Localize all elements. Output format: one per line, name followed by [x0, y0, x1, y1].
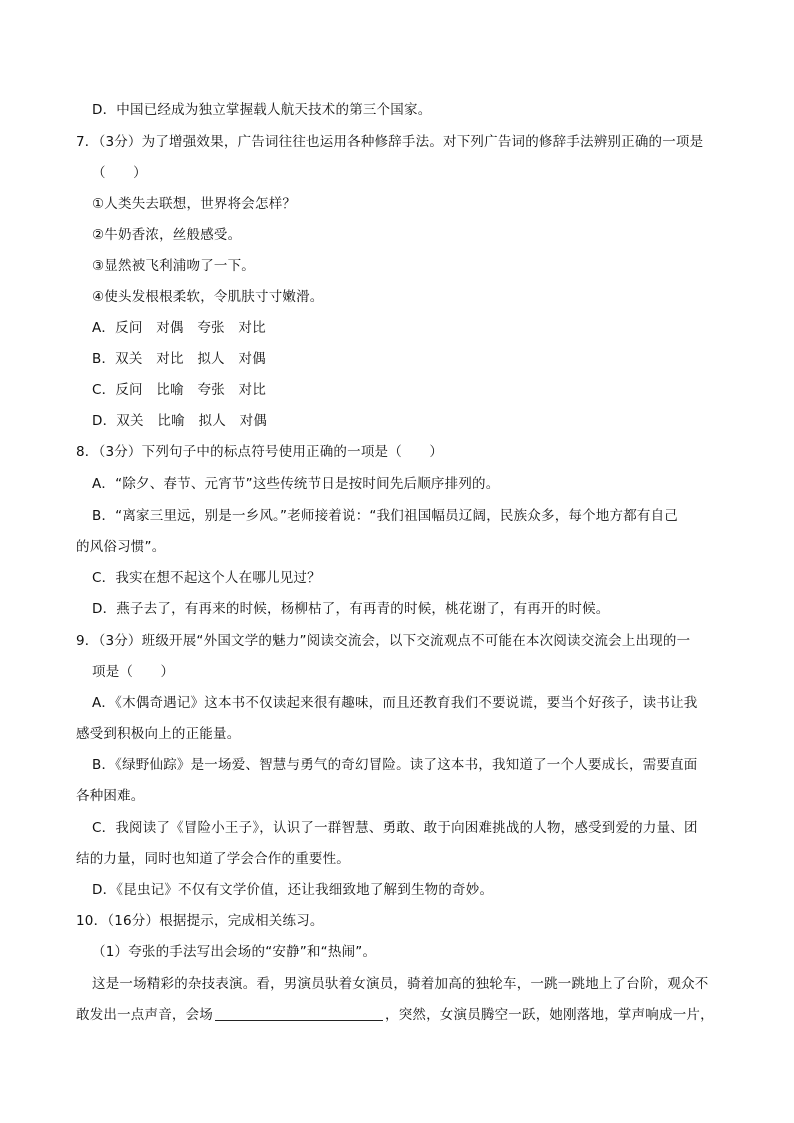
q10-passage-line2-end: ，突然，女演员腾空一跃，她刚落地，掌声响成一片， — [385, 1007, 714, 1023]
q7-option-a: A．反问 对偶 夸张 对比 — [92, 320, 266, 336]
q8-option-a: A．“除夕、春节、元宵节”这些传统节日是按时间先后顺序排列的。 — [92, 476, 500, 492]
q7-sentence-2: ②牛奶香浓，丝般感受。 — [92, 227, 242, 243]
q9-option-b-line2: 各种困难。 — [76, 788, 145, 804]
q10-subquestion-1: （1）夸张的手法写出会场的“安静”和“热闹”。 — [92, 944, 377, 960]
q7-stem: 7．（3分）为了增强效果，广告词往往也运用各种修辞手法。对下列广告词的修辞手法辨别正确的一项是 — [76, 134, 704, 150]
q9-option-d: D．《昆虫记》不仅有文学价值，还让我细致地了解到生物的奇妙。 — [92, 882, 494, 898]
q6-option-d: D．中国已经成为独立掌握载人航天技术的第三个国家。 — [92, 102, 432, 118]
q9-option-a-line1: A．《木偶奇遇记》这本书不仅读起来很有趣味，而且还教育我们不要说谎，要当个好孩子，读书让我 — [92, 695, 698, 711]
q7-option-c: C．反问 比喻 夸张 对比 — [92, 382, 267, 398]
answer-blank[interactable] — [215, 1006, 383, 1021]
q8-option-b-line1: B．“离家三里远，别是一乡风。”老师接着说：“我们祖国幅员辽阔，民族众多，每个地方都有自己 — [92, 508, 678, 524]
q8-option-d: D．燕子去了，有再来的时候，杨柳枯了，有再青的时候，桃花谢了，有再开的时候。 — [92, 601, 610, 617]
q10-passage-line2 — [76, 1005, 714, 1025]
q9-option-c-line1: C．我阅读了《冒险小王子》，认识了一群智慧、勇敢、敢于向困难挑战的人物，感受到爱的力量、团 — [92, 820, 698, 836]
q9-option-c-line2: 结的力量，同时也知道了学会合作的重要性。 — [76, 851, 350, 867]
q10-passage-line2-start: 敢发出一点声音，会场 — [76, 1007, 213, 1023]
q7-sentence-1: ①人类失去联想，世界将会怎样？ — [92, 196, 297, 212]
q9-stem-line2: 项是（ ） — [92, 664, 175, 680]
q10-stem: 10．（16分）根据提示，完成相关练习。 — [76, 913, 324, 929]
q9-option-b-line1: B．《绿野仙踪》是一场爱、智慧与勇气的奇幻冒险。读了这本书，我知道了一个人要成长，需要直面 — [92, 757, 698, 773]
q8-stem: 8．（3分）下列句子中的标点符号使用正确的一项是（ ） — [76, 444, 444, 460]
q10-passage-line1: 这是一场精彩的杂技表演。看，男演员驮着女演员，骑着加高的独轮车，一跳一跳地上了台阶，观众不 — [92, 976, 709, 992]
q7-option-b: B．双关 对比 拟人 对偶 — [92, 351, 266, 367]
q9-option-a-line2: 感受到积极向上的正能量。 — [76, 726, 241, 742]
q7-option-d: D．双关 比喻 拟人 对偶 — [92, 413, 267, 429]
q7-sentence-4: ④使头发根根柔软，令肌肤寸寸嫩滑。 — [92, 289, 324, 305]
q8-option-c: C．我实在想不起这个人在哪儿见过？ — [92, 570, 321, 586]
q7-sentence-3: ③显然被飞利浦吻了一下。 — [92, 258, 256, 274]
q9-stem-line1: 9．（3分）班级开展“外国文学的魅力”阅读交流会，以下交流观点不可能在本次阅读交流会上出现的一 — [76, 633, 691, 649]
q7-paren: （ ） — [92, 165, 147, 181]
q8-option-b-line2: 的风俗习惯”。 — [76, 539, 166, 555]
